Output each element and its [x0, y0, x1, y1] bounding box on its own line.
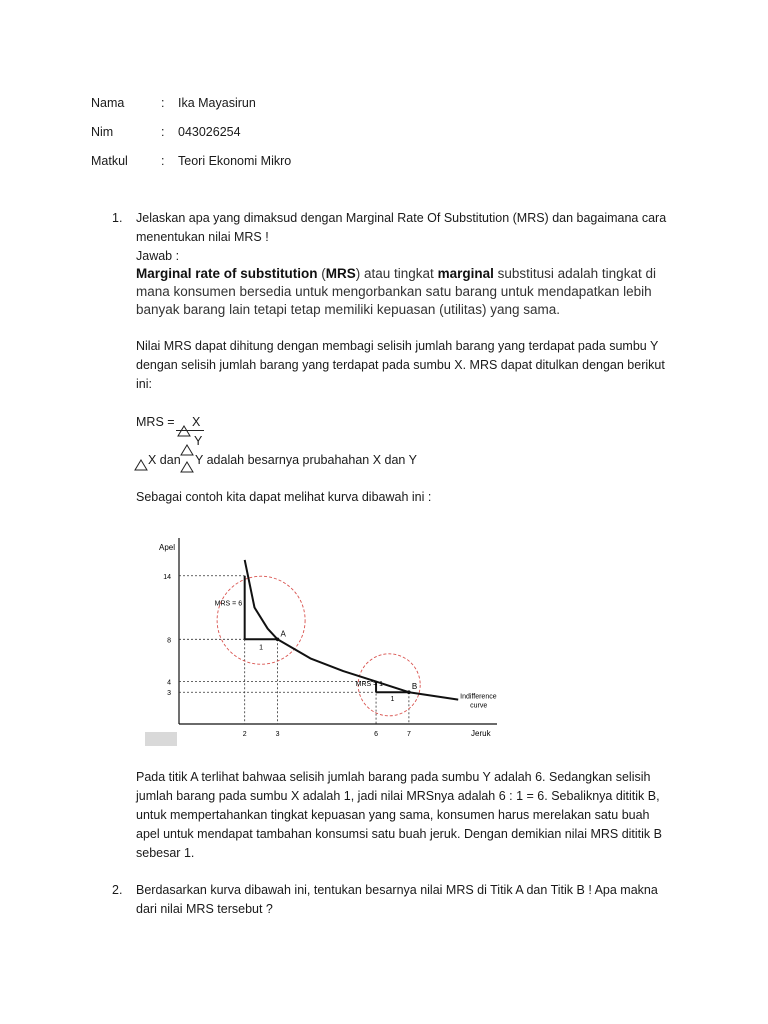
formula-lhs: MRS =	[136, 415, 175, 429]
y-axis-label: Apel	[159, 543, 176, 552]
annotation-mrs-a: MRS = 6	[214, 600, 243, 608]
def-term: Marginal rate of substitution	[136, 266, 318, 281]
point-label: B	[411, 682, 418, 692]
indifference-curve-chart	[137, 528, 507, 746]
annotation-step-a: 1	[259, 644, 264, 652]
example-intro: Sebagai contoh kita dapat melihat kurva dibawah ini :	[136, 490, 432, 504]
explain-line4: apel untuk mendapat tambahan konsumsi satu buah jeruk. Dengan demikian nilai MRS dititik B	[136, 827, 662, 841]
formula-numerator: X	[192, 415, 201, 429]
explain-line5: sebesar 1.	[136, 846, 195, 860]
explain-line1: Pada titik A terlihat bahwaa selisih jumlah barang pada sumbu Y adalah 6. Sedangkan selisih	[136, 770, 651, 784]
q1-answer-label: Jawab :	[136, 249, 180, 263]
explain-line3: untuk mempertahankan tingkat kepuasan yang sama, konsumen harus merelakan satu buah	[136, 808, 650, 822]
q1-calc	[136, 337, 696, 394]
q2-line2: dari nilai MRS tersebut ?	[136, 902, 273, 916]
x-tick-label: 6	[374, 731, 379, 738]
colon: :	[161, 154, 165, 168]
indifference-curve	[245, 560, 459, 700]
x-tick-label: 3	[275, 731, 280, 738]
nama-value: Ika Mayasirun	[178, 96, 256, 110]
delta-text1: X dan	[148, 453, 181, 467]
q1-question-line2: menentukan nilai MRS !	[136, 230, 269, 244]
annotation-curve: Indifference	[460, 693, 497, 701]
def-abbr: MRS	[325, 266, 356, 281]
y-tick-label: 4	[167, 679, 171, 687]
delta-text2: Y adalah besarnya prubahahan X dan Y	[195, 453, 417, 467]
formula-denominator: Y	[194, 434, 203, 448]
y-tick-label: 14	[163, 573, 171, 581]
y-tick-label: 8	[167, 637, 171, 645]
q2-line1: Berdasarkan kurva dibawah ini, tentukan besarnya nilai MRS di Titik A dan Titik B ! Apa makna	[136, 883, 658, 897]
def-line2: mana konsumen bersedia untuk mengorbankan satu barang untuk mendapatkan lebih	[136, 284, 652, 299]
delta-icon	[180, 444, 194, 456]
q1-question-line1: Jelaskan apa yang dimaksud dengan Marginal Rate Of Substitution (MRS) dan bagaimana cara	[136, 211, 667, 225]
matkul-value: Teori Ekonomi Mikro	[178, 154, 292, 168]
delta-icon	[180, 461, 194, 473]
q1-definition	[136, 265, 696, 319]
delta-icon	[177, 425, 191, 437]
nama-label: Nama	[91, 96, 125, 110]
def-rest1: substitusi adalah tingkat di	[493, 266, 656, 281]
annotation-mrs-b: MRS = 1	[355, 680, 384, 688]
point-label: A	[280, 629, 286, 639]
explain-line2: jumlah barang pada sumbu X adalah 1, jadi nilai MRSnya adalah 6 : 1 = 6. Sebaliknya dititik B,	[136, 789, 660, 803]
point-a	[276, 637, 280, 641]
colon: :	[161, 96, 165, 110]
q1-question	[136, 209, 676, 266]
q2-number: 2.	[112, 883, 123, 897]
matkul-label: Matkul	[91, 154, 128, 168]
calc-line3: ini:	[136, 377, 152, 391]
def-line3: banyak barang lain tetapi tetap memiliki kepuasan (utilitas) yang sama.	[136, 302, 560, 317]
def-mid: ) atau tingkat	[355, 266, 438, 281]
chart-svg	[137, 528, 507, 746]
q1-number: 1.	[112, 211, 123, 225]
q1-explanation	[136, 768, 696, 863]
annotation-step-b: 1	[390, 696, 395, 704]
scan-shade	[145, 732, 177, 746]
nim-label: Nim	[91, 125, 114, 139]
point-b	[407, 690, 411, 694]
annotation-curve: curve	[470, 702, 488, 710]
calc-line2: dengan selisih jumlah barang yang terdapat pada sumbu X. MRS dapat ditulkan dengan berikut	[136, 358, 665, 372]
nim-value: 043026254	[178, 125, 241, 139]
x-tick-label: 7	[406, 731, 411, 738]
x-axis-label: Jeruk	[471, 729, 491, 738]
y-tick-label: 3	[167, 690, 171, 698]
q2-question	[136, 881, 696, 919]
def-marginal: marginal	[437, 266, 494, 281]
def-paren-open: (	[317, 266, 326, 281]
x-tick-label: 2	[242, 731, 247, 738]
calc-line1: Nilai MRS dapat dihitung dengan membagi selisih jumlah barang yang terdapat pada sumbu Y	[136, 339, 659, 353]
colon: :	[161, 125, 165, 139]
delta-icon	[134, 459, 148, 471]
